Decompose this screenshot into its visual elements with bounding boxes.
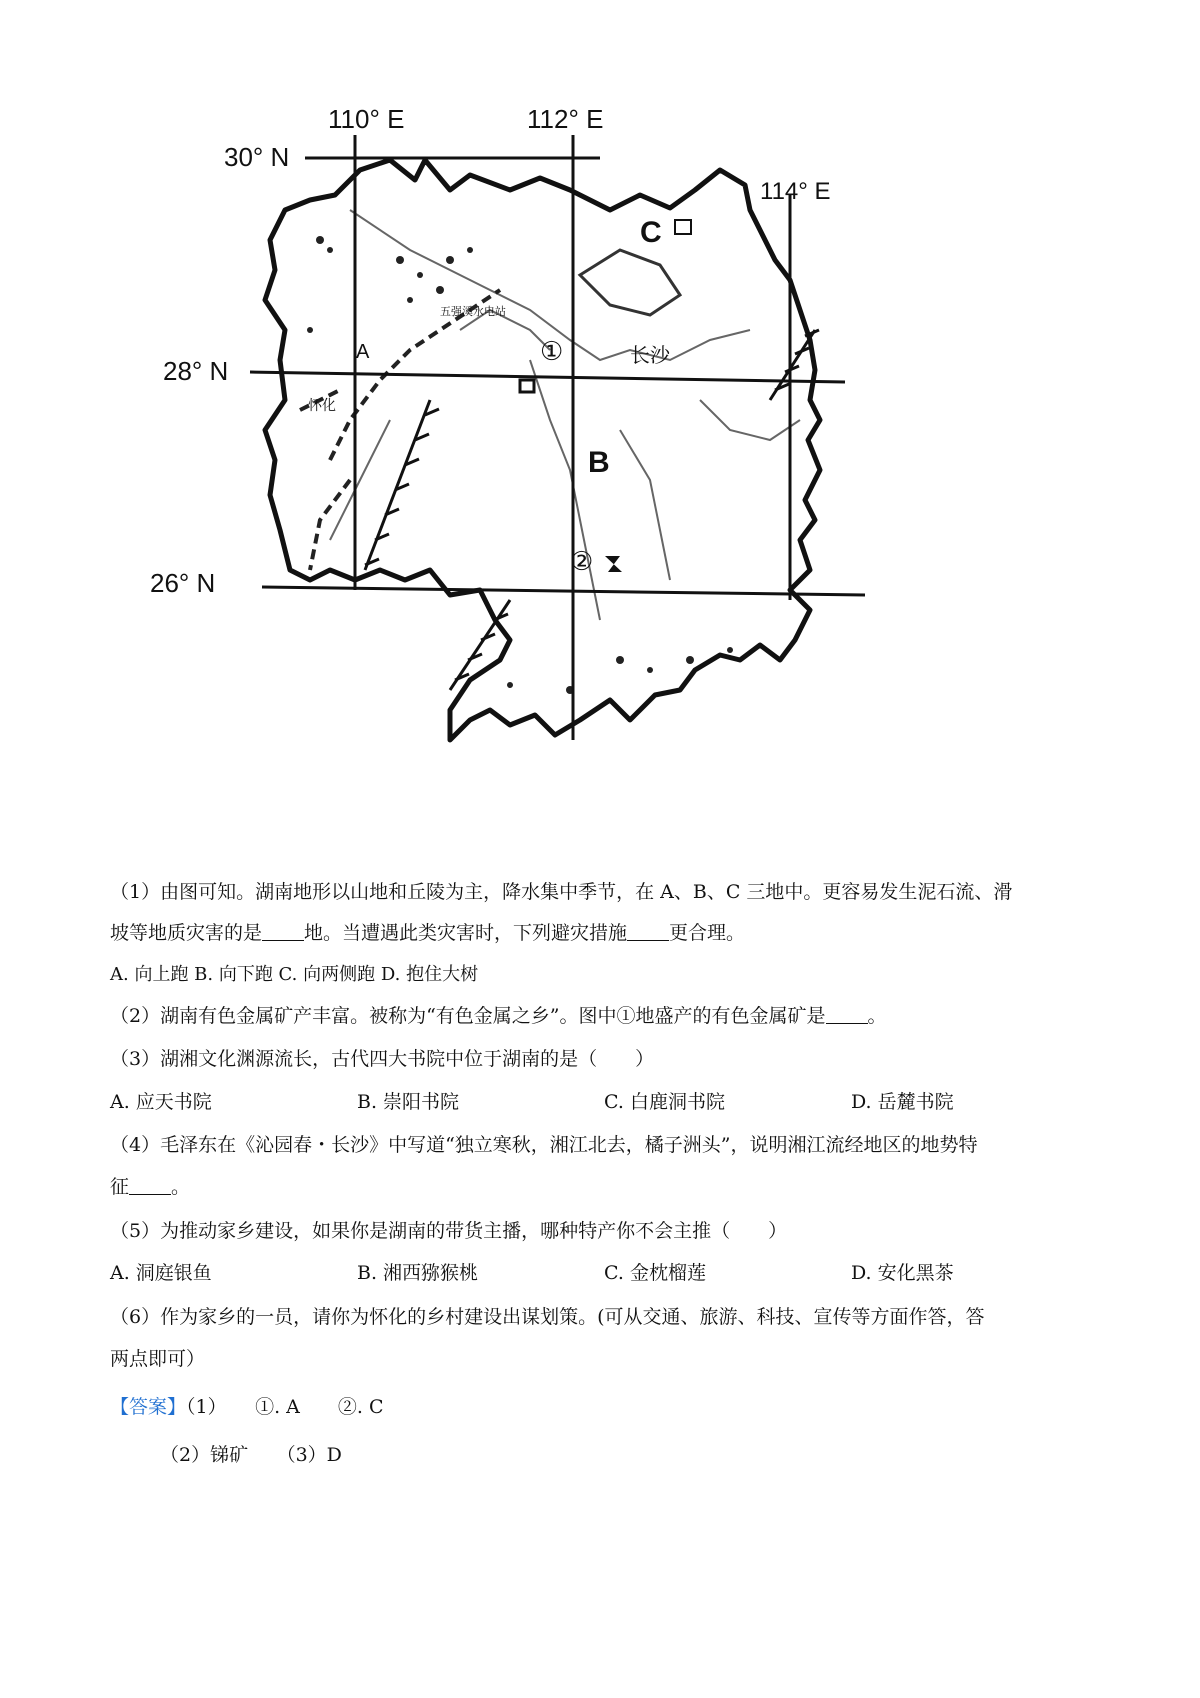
place-label-huaihua: 怀化 [308, 398, 336, 414]
q5-option-d: D. 安化黑茶 [851, 1262, 954, 1284]
q5-option-a: A. 洞庭银鱼 [110, 1262, 212, 1284]
answer-1: （1） ①. A ②. C [186, 1396, 384, 1418]
q1-blank-2 [627, 922, 669, 941]
question-4-line-1: （4）毛泽东在《沁园春・长沙》中写道“独立寒秋，湘江北去，橘子洲头”，说明湘江流经地区的地势特 [110, 1134, 978, 1156]
question-6-line-1: （6）作为家乡的一员，请你为怀化的乡村建设出谋划策。(可从交通、旅游、科技、宣传等方面作答，答 [110, 1306, 985, 1328]
river-lines [330, 210, 800, 620]
lat-label-28: 28° N [163, 356, 229, 386]
c-symbol [675, 220, 691, 234]
province-outline [265, 160, 820, 740]
question-4-line-2 [110, 1168, 190, 1206]
question-5: （5）为推动家乡建设，如果你是湖南的带货主播，哪种特产你不会主推（ ） [110, 1220, 788, 1242]
lat-label-26: 26° N [150, 568, 216, 598]
question-5-options [110, 1258, 1110, 1288]
q4-blank [129, 1176, 171, 1195]
question-3-options [110, 1087, 1110, 1117]
q3-option-b: B. 崇阳书院 [357, 1091, 460, 1113]
railway-dashed [300, 290, 500, 570]
q1-text-c: 更合理。 [669, 922, 746, 944]
lon-label-110: 110° E [328, 104, 405, 134]
q2-text: （2）湖南有色金属矿产丰富。被称为“有色金属之乡”。图中①地盛产的有色金属矿是 [110, 1005, 826, 1027]
q2-blank [826, 1005, 868, 1024]
city-symbol [520, 380, 534, 392]
point-label-1: ① [540, 337, 564, 367]
q5-option-c: C. 金枕榴莲 [604, 1262, 706, 1284]
question-1-line-1: （1）由图可知。湖南地形以山地和丘陵为主，降水集中季节，在 A、B、C 三地中。更容易发生泥石流、滑 [110, 881, 1013, 903]
answer-line-1 [110, 1388, 384, 1426]
q1-text-a: 坡等地质灾害的是 [110, 922, 263, 944]
question-1-line-2 [110, 914, 745, 952]
question-1-options: A. 向上跑 B. 向下跑 C. 向两侧跑 D. 抱住大树 [110, 964, 479, 985]
answer-tag: 【答案】 [110, 1396, 187, 1418]
lon-label-112: 112° E [527, 104, 604, 134]
point-label-2: ② [570, 547, 594, 577]
mountain-hatch [365, 330, 819, 690]
question-2 [110, 997, 887, 1035]
q3-option-d: D. 岳麓书院 [851, 1091, 954, 1113]
q4-text: 征 [110, 1176, 130, 1198]
q2-end: 。 [867, 1005, 887, 1027]
question-3: （3）湖湘文化渊源流长，古代四大书院中位于湖南的是（ ） [110, 1048, 655, 1070]
lon-label-114: 114° E [760, 178, 831, 205]
place-label-wuqiangxi: 五强溪水电站 [440, 305, 506, 318]
q1-blank-1 [262, 922, 304, 941]
point-label-a: A [356, 341, 370, 363]
question-6-line-2: 两点即可） [110, 1348, 206, 1370]
q4-end: 。 [171, 1176, 191, 1198]
dongting-lake [580, 250, 680, 315]
q5-option-b: B. 湘西猕猴桃 [357, 1262, 479, 1284]
q1-text-b: 地。当遭遇此类灾害时，下列避灾措施 [304, 922, 628, 944]
hunan-map [150, 100, 930, 820]
point-label-b: B [588, 446, 610, 479]
q3-option-c: C. 白鹿洞书院 [604, 1091, 725, 1113]
point-label-c: C [640, 216, 662, 249]
hydro-symbol [605, 556, 622, 572]
q3-option-a: A. 应天书院 [110, 1091, 212, 1113]
answer-line-2: （2）锑矿 （3）D [160, 1444, 342, 1466]
place-label-changsha: 长沙 [630, 343, 670, 367]
lat-label-30: 30° N [224, 142, 290, 172]
